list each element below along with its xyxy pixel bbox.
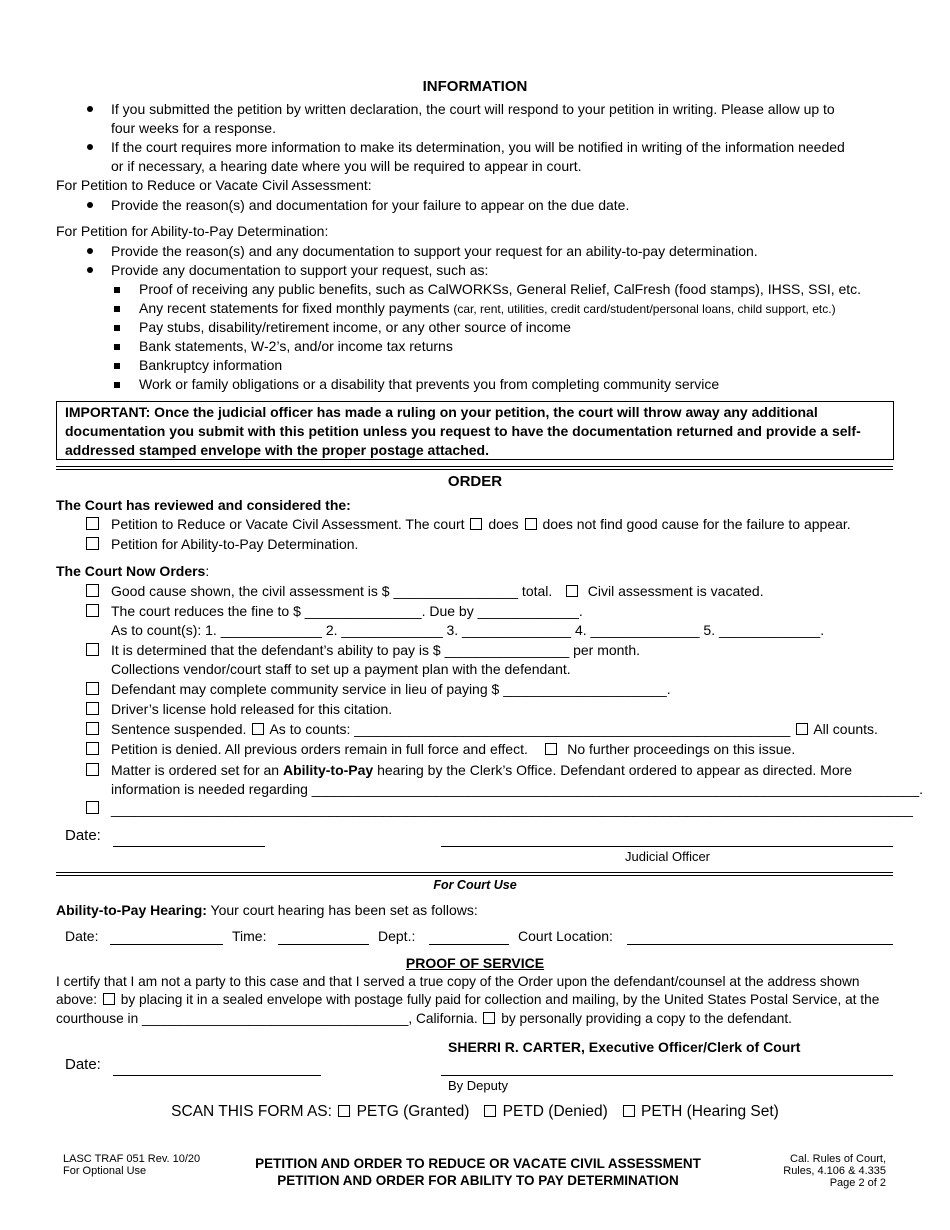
atp-sub-item: Bank statements, W-2’s, and/or income tax returns xyxy=(139,338,453,354)
reduce-label: For Petition to Reduce or Vacate Civil Assessment: xyxy=(56,177,372,193)
order-collections-text: Collections vendor/court staff to set up a payment plan with the defendant. xyxy=(111,661,571,677)
hearing-date-label: Date: xyxy=(65,928,99,944)
now-orders-label: The Court Now Orders: xyxy=(56,563,210,579)
order-info-needed-text: information is needed regarding ______________________________________________________________________________. xyxy=(111,781,923,797)
reviewed-atp-text: Petition for Ability-to-Pay Determination. xyxy=(111,536,359,552)
rules-2: Rules, 4.106 & 4.335 xyxy=(783,1165,886,1177)
order-ability-to-pay-checkbox[interactable] xyxy=(86,643,99,656)
info-text: four weeks for a response. xyxy=(111,120,276,136)
atp-hearing-text: Ability-to-Pay Hearing: Your court hearing has been set as follows: xyxy=(56,902,478,918)
reviewed-reduce-checkbox[interactable] xyxy=(86,517,99,530)
info-text: or if necessary, a hearing date where you will be required to appear in court. xyxy=(111,158,582,174)
clerk-officer-label: SHERRI R. CARTER, Executive Officer/Clerk of Court xyxy=(448,1039,801,1055)
square-bullet xyxy=(114,325,120,331)
by-deputy-label: By Deputy xyxy=(448,1078,508,1093)
vacated-checkbox[interactable] xyxy=(566,585,578,597)
atp-label: For Petition for Ability-to-Pay Determination: xyxy=(56,223,329,239)
atp-sub-item: Pay stubs, disability/retirement income, or any other source of income xyxy=(139,319,571,335)
rules-1: Cal. Rules of Court, xyxy=(790,1153,886,1165)
scan-form-line: SCAN THIS FORM AS: PETG (Granted) PETD (Denied) PETH (Hearing Set) xyxy=(171,1103,779,1120)
order-reduce-fine-checkbox[interactable] xyxy=(86,604,99,617)
order-date-label: Date: xyxy=(65,827,101,844)
hearing-time-field[interactable] xyxy=(278,944,369,945)
square-bullet xyxy=(114,363,120,369)
square-bullet xyxy=(114,382,120,388)
atp-sub-item: Bankruptcy information xyxy=(139,357,283,373)
information-heading: INFORMATION xyxy=(422,78,528,95)
important-text: IMPORTANT: Once the judicial officer has made a ruling on your petition, the court will throw away any additional xyxy=(65,404,818,420)
order-sentence-suspended-text: Sentence suspended. As to counts: ________________________________________________________ All counts. xyxy=(111,721,878,737)
page-number: Page 2 of 2 xyxy=(829,1177,886,1189)
atp-sub-item: Work or family obligations or a disability that prevents you from completing community service xyxy=(139,376,720,392)
square-bullet xyxy=(114,306,120,312)
reviewed-label: The Court has reviewed and considered the: xyxy=(56,497,351,513)
reviewed-reduce-text: Petition to Reduce or Vacate Civil Assessment. The court does does not find good cause for the failure to appear. xyxy=(111,516,851,532)
reduce-bullet: Provide the reason(s) and documentation for your failure to appear on the due date. xyxy=(111,197,630,213)
form-id: LASC TRAF 051 Rev. 10/20 xyxy=(63,1153,201,1165)
bullet xyxy=(87,144,93,150)
no-further-proceedings-checkbox[interactable] xyxy=(545,743,557,755)
divider xyxy=(56,466,893,470)
order-good-cause-checkbox[interactable] xyxy=(86,584,99,597)
order-hearing-checkbox[interactable] xyxy=(86,763,99,776)
proof-text: I certify that I am not a party to this case and that I served a true copy of the Order upon the defendant/counsel at the address shown xyxy=(56,974,860,989)
atp-bullet: Provide the reason(s) and any documentation to support your request for an ability-to-pay determination. xyxy=(111,243,758,259)
hearing-time-label: Time: xyxy=(232,928,267,944)
order-ability-to-pay-text: It is determined that the defendant’s ability to pay is $ ________________ per month. xyxy=(111,642,640,658)
order-sentence-suspended-checkbox[interactable] xyxy=(86,722,99,735)
proof-heading: PROOF OF SERVICE xyxy=(405,955,545,971)
form-title-2: PETITION AND ORDER FOR ABILITY TO PAY DETERMINATION xyxy=(277,1173,679,1188)
bullet xyxy=(87,202,93,208)
order-community-service-checkbox[interactable] xyxy=(86,682,99,695)
order-license-hold-text: Driver’s license hold released for this citation. xyxy=(111,701,393,717)
atp-bullet: Provide any documentation to support your request, such as: xyxy=(111,262,489,278)
order-reduce-fine-text: The court reduces the fine to $ _______________. Due by _____________. xyxy=(111,603,583,619)
proof-date-label: Date: xyxy=(65,1056,101,1073)
bullet xyxy=(87,248,93,254)
bullet xyxy=(87,106,93,112)
order-counts-text: As to count(s): 1. _____________ 2. _____________ 3. ______________ 4. ______________ 5. _____________. xyxy=(111,622,825,638)
bullet xyxy=(87,267,93,273)
scan-petg-checkbox[interactable] xyxy=(338,1105,350,1117)
info-text: If you submitted the petition by written declaration, the court will respond to your petition in writing. Please allow up to xyxy=(111,101,835,117)
order-other-checkbox[interactable] xyxy=(86,801,99,814)
order-community-service-text: Defendant may complete community service in lieu of paying $ _____________________. xyxy=(111,681,671,697)
personal-service-checkbox[interactable] xyxy=(483,1012,495,1024)
order-heading: ORDER xyxy=(447,473,503,490)
optional-use: For Optional Use xyxy=(63,1165,147,1177)
info-text: If the court requires more information to make its determination, you will be notified in writing of the information needed xyxy=(111,139,845,155)
atp-sub-item: Any recent statements for fixed monthly payments (car, rent, utilities, credit card/student/personal loans, child support, etc.) xyxy=(139,300,836,316)
important-text: documentation you submit with this petition unless you request to have the documentation returned and provide a self- xyxy=(65,423,861,439)
court-location-label: Court Location: xyxy=(518,928,613,944)
hearing-dept-field[interactable] xyxy=(429,944,509,945)
form-title-1: PETITION AND ORDER TO REDUCE OR VACATE CIVIL ASSESSMENT xyxy=(255,1156,701,1171)
order-other-line: _______________________________________________________________________________________________________ xyxy=(111,801,913,817)
square-bullet xyxy=(114,287,120,293)
hearing-dept-label: Dept.: xyxy=(378,928,416,944)
important-text: addressed stamped envelope with the proper postage attached. xyxy=(65,442,489,458)
hearing-date-field[interactable] xyxy=(110,944,223,945)
order-good-cause-text: Good cause shown, the civil assessment is $ ________________ total. Civil assessment is vacated. xyxy=(111,583,764,599)
good-cause-does-not-checkbox[interactable] xyxy=(525,518,537,530)
all-counts-checkbox[interactable] xyxy=(796,723,808,735)
proof-text: above: by placing it in a sealed envelope with postage fully paid for collection and mailing, by the United States Postal Service, at the xyxy=(56,992,880,1007)
court-location-field[interactable] xyxy=(627,944,893,945)
as-to-counts-checkbox[interactable] xyxy=(252,723,264,735)
scan-peth-checkbox[interactable] xyxy=(623,1105,635,1117)
order-license-hold-checkbox[interactable] xyxy=(86,702,99,715)
atp-sub-item: Proof of receiving any public benefits, such as CalWORKSs, General Relief, CalFresh (food stamps), IHSS, SSI, etc. xyxy=(139,281,862,297)
judicial-officer-signature-line[interactable] xyxy=(441,846,893,847)
order-hearing-text: Matter is ordered set for an Ability-to-Pay hearing by the Clerk’s Office. Defendant ordered to appear as directed. More xyxy=(111,762,853,778)
proof-date-field[interactable] xyxy=(113,1075,321,1076)
deputy-signature-line[interactable] xyxy=(441,1075,893,1076)
order-denied-checkbox[interactable] xyxy=(86,742,99,755)
proof-text: courthouse in ___________________________________, California. by personally providing a copy to the defendant. xyxy=(56,1011,792,1026)
court-use-heading: For Court Use xyxy=(433,878,517,892)
scan-petd-checkbox[interactable] xyxy=(484,1105,496,1117)
order-date-field[interactable] xyxy=(113,846,265,847)
judicial-officer-label: Judicial Officer xyxy=(625,849,711,864)
square-bullet xyxy=(114,344,120,350)
good-cause-does-checkbox[interactable] xyxy=(470,518,482,530)
reviewed-atp-checkbox[interactable] xyxy=(86,537,99,550)
order-denied-text: Petition is denied. All previous orders remain in full force and effect. No further proceedings on this issue. xyxy=(111,741,796,757)
mail-service-checkbox[interactable] xyxy=(103,993,115,1005)
